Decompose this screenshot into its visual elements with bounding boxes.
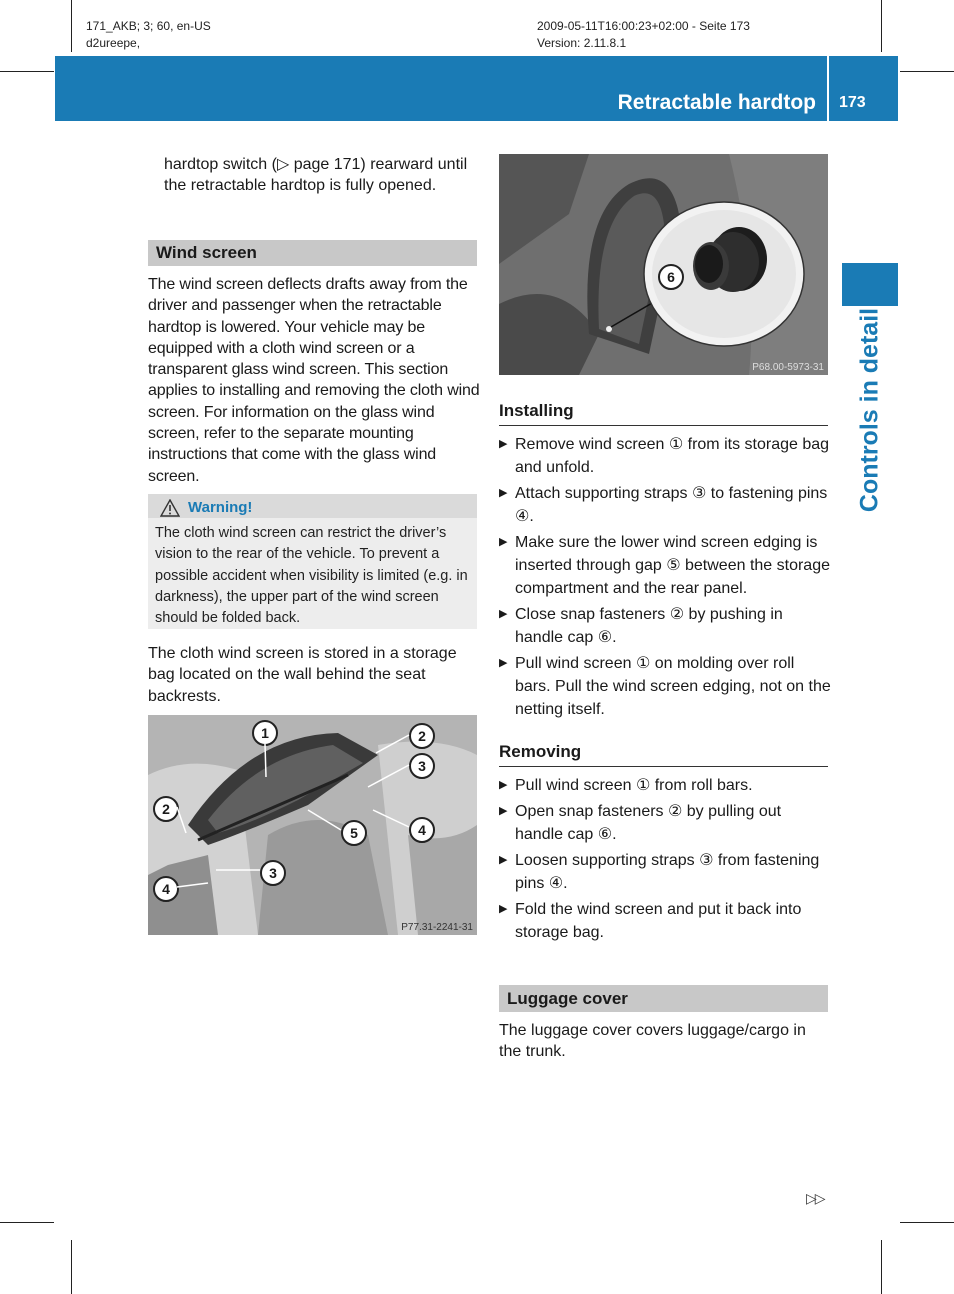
list-item xyxy=(499,898,831,944)
bullet-arrow-icon: ▶ xyxy=(499,779,508,791)
step-text: Open snap fasteners ② by pulling out handle cap ⑥. xyxy=(515,803,782,843)
callout-4: 4 xyxy=(153,876,179,902)
crop-mark xyxy=(71,1240,72,1294)
warning-label: Warning! xyxy=(188,499,253,516)
crop-mark xyxy=(881,1240,882,1294)
luggage-cover-paragraph: The luggage cover covers luggage/cargo in the trunk. xyxy=(499,1022,806,1061)
crop-mark xyxy=(881,0,882,52)
bullet-arrow-icon: ▶ xyxy=(499,438,508,450)
bullet-arrow-icon: ▶ xyxy=(499,805,508,817)
list-item xyxy=(499,774,831,797)
warning-box xyxy=(148,494,477,629)
wind-screen-heading: Wind screen xyxy=(148,240,477,266)
wind-screen-figure xyxy=(148,715,477,935)
wind-screen-paragraph: The wind screen deflects drafts away from the driver and passenger when the retractable hardtop is lowered. Your vehicle may be equipped with a cloth wind screen or a transparent glass wind screen. This section applies to installing and removing the cloth wind screen. For information on the glass wind screen, refer to the separate mounting instructions that come with the glass wind screen. xyxy=(148,276,480,485)
meta-line: d2ureepe, xyxy=(86,36,141,50)
list-item xyxy=(499,433,831,479)
list-item xyxy=(499,849,831,895)
print-meta-right xyxy=(537,18,750,52)
warning-triangle-icon xyxy=(160,499,180,517)
callout-2: 2 xyxy=(153,796,179,822)
side-tab-marker xyxy=(842,263,898,306)
bullet-arrow-icon: ▶ xyxy=(499,487,508,499)
list-item xyxy=(499,800,831,846)
bullet-arrow-icon: ▶ xyxy=(499,608,508,620)
callout-1: 1 xyxy=(252,720,278,746)
print-meta-left xyxy=(86,18,211,52)
callout-3: 3 xyxy=(409,753,435,779)
callout-3: 3 xyxy=(260,860,286,886)
list-item xyxy=(499,482,831,528)
callout-leader-lines xyxy=(148,715,477,935)
meta-line: 2009-05-11T16:00:23+02:00 - Seite 173 xyxy=(537,19,750,33)
callout-2: 2 xyxy=(409,723,435,749)
section-title: Retractable hardtop xyxy=(617,91,816,114)
figure-code: P77.31-2241-31 xyxy=(401,922,473,933)
step-text: Pull wind screen ① on molding over roll bars. Pull the wind screen edging, not on the netting itself. xyxy=(515,655,831,718)
meta-line: 171_AKB; 3; 60, en-US xyxy=(86,19,211,33)
list-item xyxy=(499,652,831,721)
luggage-cover-heading: Luggage cover xyxy=(499,985,828,1012)
callout-5: 5 xyxy=(341,820,367,846)
installing-steps xyxy=(499,433,831,724)
step-text: Close snap fasteners ② by pushing in handle cap ⑥. xyxy=(515,606,783,646)
crop-mark xyxy=(900,71,954,72)
callout-4: 4 xyxy=(409,817,435,843)
side-tab-label: Controls in detail xyxy=(855,307,884,513)
bullet-arrow-icon: ▶ xyxy=(499,657,508,669)
bullet-arrow-icon: ▶ xyxy=(499,536,508,548)
crop-mark xyxy=(0,71,54,72)
removing-heading: Removing xyxy=(499,742,828,767)
step-text: Attach supporting straps ③ to fastening pins ④. xyxy=(515,485,828,525)
handle-cap-figure xyxy=(499,154,828,375)
header-bar xyxy=(55,56,898,121)
bullet-arrow-icon: ▶ xyxy=(499,903,508,915)
warning-text: The cloth wind screen can restrict the driver’s vision to the rear of the vehicle. To prevent a possible accident when visibility is limited (e.g. in darkness), the upper part of the wind screen should be folded back. xyxy=(155,525,468,627)
callout-6: 6 xyxy=(658,264,684,290)
intro-paragraph: hardtop switch (▷ page 171) rearward until the retractable hardtop is fully opened. xyxy=(164,156,468,195)
figure-code: P68.00-5973-31 xyxy=(752,362,824,373)
storage-paragraph: The cloth wind screen is stored in a storage bag located on the wall behind the seat backrests. xyxy=(148,645,457,705)
installing-heading: Installing xyxy=(499,401,828,426)
removing-steps xyxy=(499,774,831,947)
step-text: Pull wind screen ① from roll bars. xyxy=(515,777,753,794)
header-divider xyxy=(827,56,829,121)
step-text: Loosen supporting straps ③ from fastening pins ④. xyxy=(515,852,820,892)
continue-marker: ▷▷ xyxy=(806,1190,824,1206)
step-text: Remove wind screen ① from its storage bag and unfold. xyxy=(515,436,830,476)
handle-cap-illustration xyxy=(499,154,828,375)
meta-line: Version: 2.11.8.1 xyxy=(537,36,627,50)
crop-mark xyxy=(900,1222,954,1223)
list-item xyxy=(499,603,831,649)
list-item xyxy=(499,531,831,600)
bullet-arrow-icon: ▶ xyxy=(499,854,508,866)
page-number: 173 xyxy=(839,94,866,111)
step-text: Fold the wind screen and put it back into storage bag. xyxy=(515,901,802,941)
crop-mark xyxy=(71,0,72,52)
step-text: Make sure the lower wind screen edging is inserted through gap ⑤ between the storage compartment and the rear panel. xyxy=(515,534,830,597)
crop-mark xyxy=(0,1222,54,1223)
